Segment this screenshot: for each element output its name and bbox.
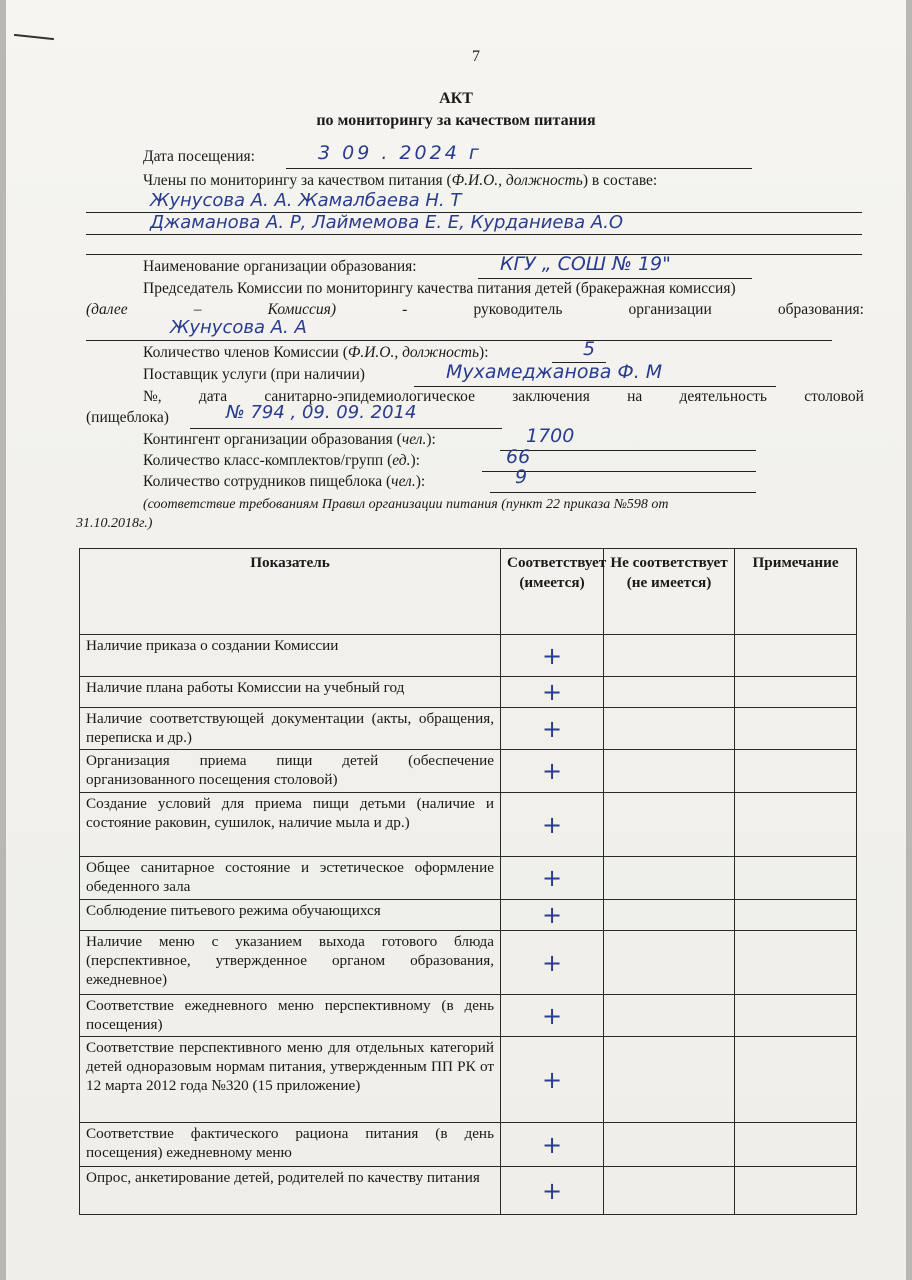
supplier-label: Поставщик услуги (при наличии) xyxy=(143,366,365,383)
header-note: Примечание xyxy=(735,549,857,635)
note-cell xyxy=(735,1167,857,1215)
table-row xyxy=(80,750,857,793)
not-complies-cell xyxy=(604,1167,735,1215)
not-complies-cell xyxy=(604,677,735,708)
organization-label: Наименование организации образования: xyxy=(143,258,417,275)
members-count-label: Количество членов Комиссии (Ф.И.О., должность): xyxy=(143,344,489,361)
table-row xyxy=(80,931,857,995)
conclusion-rule xyxy=(190,428,502,429)
conclusion-label-2: (пищеблока) xyxy=(86,409,169,426)
note-cell xyxy=(735,931,857,995)
visit-date-label: Дата посещения: xyxy=(143,148,255,165)
table-row xyxy=(80,857,857,900)
page-number: 7 xyxy=(472,48,480,65)
indicator-cell: Организация приема пищи детей (обеспечение организованного посещения столовой) xyxy=(80,750,501,793)
not-complies-cell xyxy=(604,635,735,677)
conclusion-line-1: №, дата санитарно-эпидемиологическое заключения на деятельность столовой xyxy=(143,388,864,405)
not-complies-cell xyxy=(604,900,735,931)
table-row xyxy=(80,1037,857,1123)
conclusion-value: № 794 , 09. 09. 2014 xyxy=(226,402,417,423)
not-complies-cell xyxy=(604,1037,735,1123)
table-row xyxy=(80,900,857,931)
header-indicator: Показатель xyxy=(80,549,501,635)
not-complies-cell xyxy=(604,1123,735,1167)
members-rule-3 xyxy=(86,254,862,255)
complies-mark: + xyxy=(501,708,604,750)
chairman-value: Жунусова А. А xyxy=(170,317,307,338)
indicator-cell: Наличие меню с указанием выхода готового блюда (перспективное, утвержденное органом образования, ежедневное) xyxy=(80,931,501,995)
note-cell xyxy=(735,750,857,793)
contingent-label: Контингент организации образования (чел.): xyxy=(143,431,436,448)
members-line-1: Жунусова А. А. Жамалбаева Н. Т xyxy=(150,190,462,211)
note-cell xyxy=(735,995,857,1037)
members-line-2: Джаманова А. Р, Лаймемова Е. Е, Курданиева А.О xyxy=(150,212,624,233)
document-title: АКТ xyxy=(439,90,473,107)
complies-mark: + xyxy=(501,995,604,1037)
indicator-cell: Наличие приказа о создании Комиссии xyxy=(80,635,501,677)
complies-mark: + xyxy=(501,1037,604,1123)
chairman-line-2: (далее – Комиссия) - руководитель организации образования: xyxy=(86,301,864,318)
indicator-cell: Соответствие перспективного меню для отдельных категорий детей одноразовым нормам питания, утвержденным ПП РК от 12 марта 2012 года №320 (15 приложение) xyxy=(80,1037,501,1123)
supplier-value: Мухамеджанова Ф. М xyxy=(446,361,663,383)
contingent-rule xyxy=(500,450,756,451)
not-complies-cell xyxy=(604,995,735,1037)
indicator-cell: Общее санитарное состояние и эстетическое оформление обеденного зала xyxy=(80,857,501,900)
visit-date-rule xyxy=(286,168,752,169)
note-cell xyxy=(735,900,857,931)
note-cell xyxy=(735,1123,857,1167)
indicator-cell: Соответствие ежедневного меню перспективному (в день посещения) xyxy=(80,995,501,1037)
complies-mark: + xyxy=(501,677,604,708)
members-rule-2 xyxy=(86,234,862,235)
not-complies-cell xyxy=(604,708,735,750)
members-count-value: 5 xyxy=(583,338,596,360)
visit-date-value: 3 09 . 2024 г xyxy=(318,142,482,164)
complies-mark: + xyxy=(501,1167,604,1215)
organization-rule xyxy=(478,278,752,279)
table-row xyxy=(80,635,857,677)
complies-mark: + xyxy=(501,931,604,995)
staff-rule xyxy=(490,492,756,493)
table-row xyxy=(80,995,857,1037)
indicator-cell: Создание условий для приема пищи детьми (наличие и состояние раковин, сушилок, наличие мыла и др.) xyxy=(80,793,501,857)
compliance-note-line-1: (соответствие требованиям Правил организации питания (пункт 22 приказа №598 от xyxy=(143,497,669,512)
chairman-line-1: Председатель Комиссии по мониторингу качества питания детей (бракеражная комиссия) xyxy=(143,280,736,297)
table-header-row xyxy=(80,549,857,635)
table-row xyxy=(80,677,857,708)
supplier-rule xyxy=(414,386,776,387)
note-cell xyxy=(735,793,857,857)
staff-value: 9 xyxy=(515,466,528,488)
note-cell xyxy=(735,708,857,750)
indicator-cell: Соблюдение питьевого режима обучающихся xyxy=(80,900,501,931)
not-complies-cell xyxy=(604,750,735,793)
note-cell xyxy=(735,1037,857,1123)
note-cell xyxy=(735,635,857,677)
note-cell xyxy=(735,677,857,708)
organization-value: КГУ „ СОШ № 19" xyxy=(500,253,671,275)
complies-mark: + xyxy=(501,750,604,793)
table-row xyxy=(80,1167,857,1215)
table-row xyxy=(80,793,857,857)
note-cell xyxy=(735,857,857,900)
compliance-note-line-2: 31.10.2018г.) xyxy=(76,516,153,531)
not-complies-cell xyxy=(604,931,735,995)
table-row xyxy=(80,708,857,750)
indicator-cell: Соответствие фактического рациона питания (в день посещения) ежедневному меню xyxy=(80,1123,501,1167)
classes-value: 66 xyxy=(506,446,531,468)
contingent-value: 1700 xyxy=(526,425,575,447)
complies-mark: + xyxy=(501,1123,604,1167)
header-complies: Соответствует (имеется) xyxy=(501,549,604,635)
complies-mark: + xyxy=(501,793,604,857)
complies-mark: + xyxy=(501,900,604,931)
monitoring-table xyxy=(79,548,857,1215)
header-not-complies: Не соответствует (не имеется) xyxy=(604,549,735,635)
not-complies-cell xyxy=(604,793,735,857)
not-complies-cell xyxy=(604,857,735,900)
indicator-cell: Опрос, анкетирование детей, родителей по качеству питания xyxy=(80,1167,501,1215)
indicator-cell: Наличие плана работы Комиссии на учебный год xyxy=(80,677,501,708)
staff-label: Количество сотрудников пищеблока (чел.): xyxy=(143,473,426,490)
classes-label: Количество класс-комплектов/групп (ед.): xyxy=(143,452,420,469)
table-row xyxy=(80,1123,857,1167)
complies-mark: + xyxy=(501,857,604,900)
complies-mark: + xyxy=(501,635,604,677)
indicator-cell: Наличие соответствующей документации (акты, обращения, переписка и др.) xyxy=(80,708,501,750)
members-label: Члены по мониторингу за качеством питания (Ф.И.О., должность) в составе: xyxy=(143,172,658,189)
document-subtitle: по мониторингу за качеством питания xyxy=(316,112,596,129)
chairman-rule xyxy=(86,340,832,341)
